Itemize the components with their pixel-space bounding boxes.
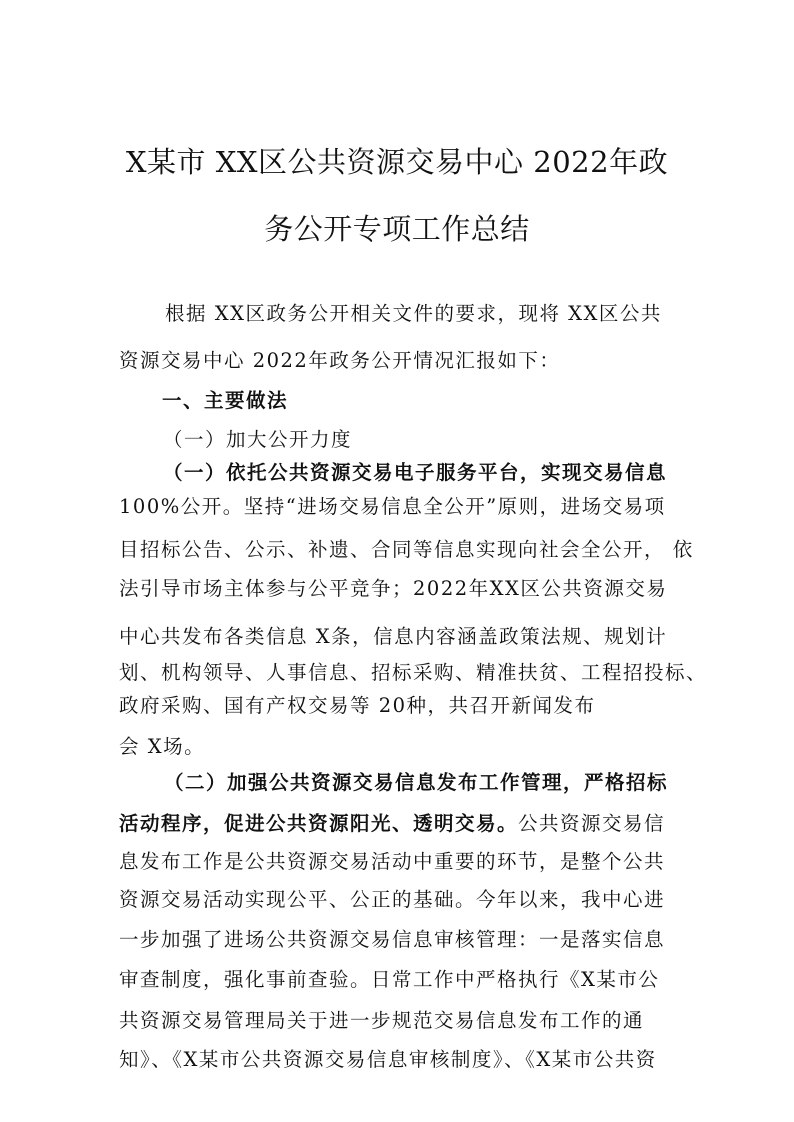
para1-line-2: 100%公开。坚持“进场交易信息全公开”原则，进场交易项 [119, 495, 666, 518]
para1-line-5: 中心共发布各类信息 X条，信息内容涵盖政策法规、规划计 [119, 625, 668, 648]
para1-line-8: 会 X场。 [119, 735, 206, 758]
para2-line-7: 共资源交易管理局关于进一步规范交易信息发布工作的通 [119, 1009, 645, 1032]
para1-line-7: 政府采购、国有产权交易等 20种，共召开新闻发布 [119, 694, 596, 717]
para2-line-8: 知》、《X某市公共资源交易信息审核制度》、《X某市公共资 [119, 1048, 657, 1071]
para2-line-2-rest: 公共资源交易信 [518, 812, 666, 835]
intro-line-2: 资源交易中心 2022年政务公开情况汇报如下： [119, 349, 561, 372]
para2-line-2 [119, 808, 665, 836]
document-title-line-2: 务公开专项工作总结 [264, 212, 530, 246]
para1-line-6: 划、机构领导、人事信息、招标采购、精准扶贫、工程招投标、 [119, 661, 708, 684]
document-title-line-1: X某市 XX区公共资源交易中心 2022年政 [125, 145, 669, 179]
para1-line-3: 目招标公告、公示、补遗、合同等信息实现向社会全公开， 依 [119, 538, 694, 561]
para2-line-5: 一步加强了进场公共资源交易信息审核管理：一是落实信息 [119, 928, 666, 951]
subsection-heading-1: （一）加大公开力度 [163, 428, 353, 451]
para2-line-3: 息发布工作是公共资源交易活动中重要的环节，是整个公共 [119, 850, 666, 873]
para2-line-4: 资源交易活动实现公平、公正的基础。今年以来，我中心进 [119, 888, 666, 911]
para1-line-1: （一）依托公共资源交易电子服务平台，实现交易信息 [163, 461, 668, 484]
para2-line-1: （二）加强公共资源交易信息发布工作管理，严格招标 [164, 771, 669, 794]
para2-line-2-bold: 活动程序，促进公共资源阳光、透明交易。 [119, 812, 519, 835]
para2-line-6: 审查制度，强化事前查验。日常工作中严格执行《X某市公 [119, 968, 660, 991]
section-heading-1: 一、主要做法 [162, 389, 289, 412]
para1-line-4: 法引导市场主体参与公平竞争；2022年XX区公共资源交易 [119, 577, 668, 600]
intro-line-1: 根据 XX区政务公开相关文件的要求，现将 XX区公共 [165, 302, 662, 325]
